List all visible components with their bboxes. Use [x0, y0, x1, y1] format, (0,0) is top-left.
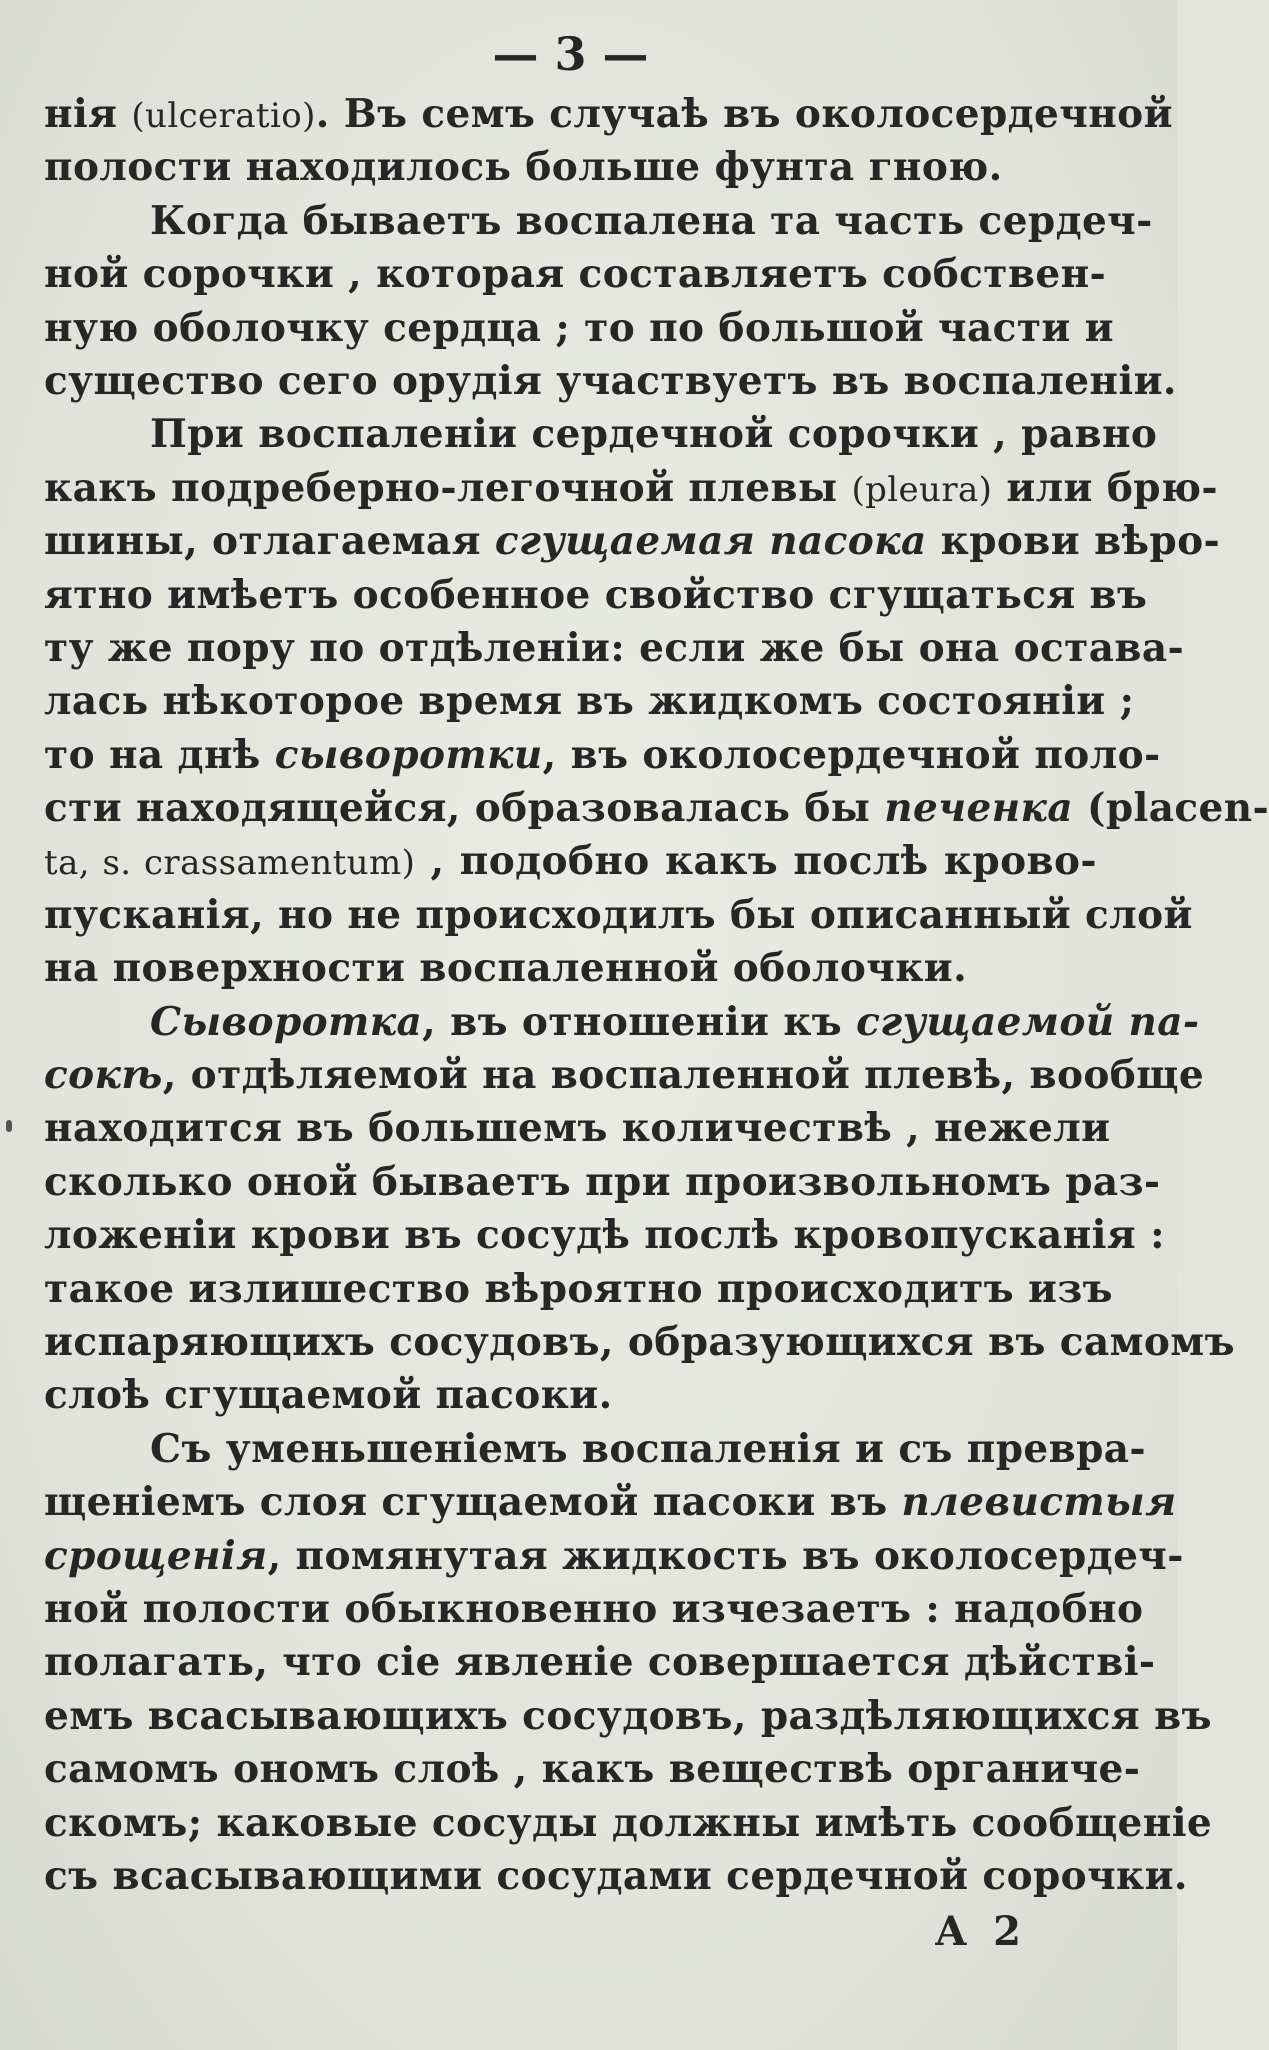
text-line [44, 1316, 1235, 1369]
latin-term: (ulceratio) [131, 96, 316, 136]
text-line [44, 729, 1161, 782]
text-segment: Съ уменьшеніемъ воспаленія и съ превра- [150, 1425, 1147, 1472]
text-line [44, 569, 1148, 622]
text-segment: испаряющихъ сосудовъ, образующихся въ самомъ [44, 1318, 1235, 1365]
signature-mark: А 2 [934, 1908, 1027, 1956]
text-line [44, 1636, 1156, 1689]
text-line [44, 1850, 1188, 1903]
text-segment: , помянутая жидкость въ околосердеч- [267, 1532, 1184, 1579]
italic-term: Сыворотка [150, 998, 423, 1045]
text-line [44, 462, 1218, 515]
text-line [44, 515, 1221, 568]
text-line [44, 1476, 1177, 1529]
text-segment: щеніемъ слоя сгущаемой пасоки въ [44, 1479, 902, 1526]
italic-term: плевистыя [901, 1479, 1177, 1526]
text-line [44, 622, 1185, 675]
italic-term: сокѣ [44, 1052, 163, 1099]
text-line [44, 675, 1135, 728]
text-segment: сти находящейся, образовалась бы [44, 785, 885, 832]
text-line [44, 1263, 1113, 1316]
text-segment: на поверхности воспаленной оболочки. [44, 945, 968, 992]
text-segment: крови вѣро- [926, 518, 1221, 565]
italic-term: печенка [884, 785, 1074, 832]
text-segment: полости находилось больше фунта гною. [44, 144, 1003, 191]
text-line [44, 248, 1107, 301]
text-segment: , въ околосердечной поло- [542, 731, 1161, 778]
text-line [44, 942, 1097, 995]
text-segment: нія [44, 91, 132, 137]
text-line [44, 1797, 1213, 1850]
italic-term: сыворотки [274, 731, 543, 778]
text-line [44, 355, 1177, 408]
text-segment: емъ всасывающихъ сосудовъ, раздѣляющихся въ [44, 1692, 1212, 1739]
text-line [44, 1690, 1212, 1743]
text-line [44, 408, 1158, 461]
text-segment: ятно имѣетъ особенное свойство сгущаться въ [44, 571, 1148, 618]
text-segment: такое излишество вѣроятно происходитъ изъ [44, 1265, 1113, 1312]
text-line [44, 195, 1153, 248]
text-segment: лась нѣкоторое время въ жидкомъ состояніи ; [44, 678, 1135, 725]
text-line [44, 1423, 1147, 1476]
text-segment: ложеніи крови въ сосудѣ послѣ кровопусканія : [44, 1212, 1165, 1259]
text-segment: . Въ семъ случаѣ въ околосердечной [315, 91, 1173, 137]
latin-term: (pleura) [851, 469, 993, 510]
text-line [44, 1049, 1205, 1102]
text-segment: находится въ большемъ количествѣ , нежели [44, 1105, 1111, 1152]
text-line [44, 1743, 1141, 1796]
text-segment: , отдѣляемой на воспаленной плевѣ, вообще [162, 1052, 1205, 1099]
text-line [44, 1209, 1165, 1262]
text-segment: или брю- [992, 464, 1218, 511]
text-segment: слоѣ сгущаемой пасоки. [44, 1372, 613, 1419]
text-line [44, 302, 1115, 355]
text-segment: скомъ; каковые сосуды должны имѣть сообщеніе [44, 1799, 1213, 1846]
text-segment: ной полости обыкновенно изчезаетъ : надобно [44, 1585, 1144, 1632]
italic-term: сгущаемая пасока [494, 518, 927, 565]
text-segment: , подобно какъ послѣ крово- [415, 838, 1097, 885]
italic-term: срощенія [44, 1532, 268, 1579]
italic-term: сгущаемой па- [856, 998, 1200, 1045]
text-segment: пусканія, но не происходилъ бы описанный слой [44, 891, 1193, 938]
text-segment: (placen- [1073, 785, 1269, 832]
text-segment: существо сего орудія участвуетъ въ воспаленіи. [44, 357, 1177, 404]
text-segment: полагать, что сіе явленіе совершается дѣйстві- [44, 1639, 1156, 1686]
ink-spot [6, 1120, 12, 1132]
text-line [44, 1102, 1111, 1155]
text-line [44, 835, 1097, 888]
text-segment: какъ подреберно-легочной плевы [44, 464, 852, 511]
text-segment: ной сорочки , которая составляетъ собствен- [44, 251, 1107, 298]
text-line [44, 996, 1200, 1049]
text-block [44, 88, 1269, 1903]
text-segment: , въ отношеніи къ [422, 998, 857, 1045]
text-line [44, 1369, 1097, 1422]
text-line [44, 1583, 1144, 1636]
text-segment: съ всасывающими сосудами сердечной сорочки. [44, 1852, 1188, 1899]
text-line [44, 1530, 1184, 1583]
text-line [44, 1156, 1161, 1209]
text-segment: ную оболочку сердца ; то по большой части и [44, 304, 1115, 351]
text-segment: сколько оной бываетъ при произвольномъ раз- [44, 1158, 1161, 1205]
text-segment: самомъ ономъ слоѣ , какъ веществѣ органиче- [44, 1746, 1141, 1793]
text-segment: При воспаленіи сердечной сорочки , равно [150, 411, 1158, 458]
text-line [44, 88, 1173, 141]
page-number: — 3 — [492, 27, 649, 81]
text-segment: шины, отлагаемая [44, 518, 495, 565]
text-segment: ту же пору по отдѣленіи: если же бы она остава- [44, 624, 1185, 671]
text-segment: то на днѣ [44, 731, 275, 778]
text-line [44, 141, 1097, 194]
latin-term: ta, s. crassamentum) [44, 843, 416, 884]
text-line [44, 782, 1269, 835]
text-line [44, 889, 1193, 942]
text-segment: Когда бываетъ воспалена та часть сердеч- [150, 197, 1153, 244]
